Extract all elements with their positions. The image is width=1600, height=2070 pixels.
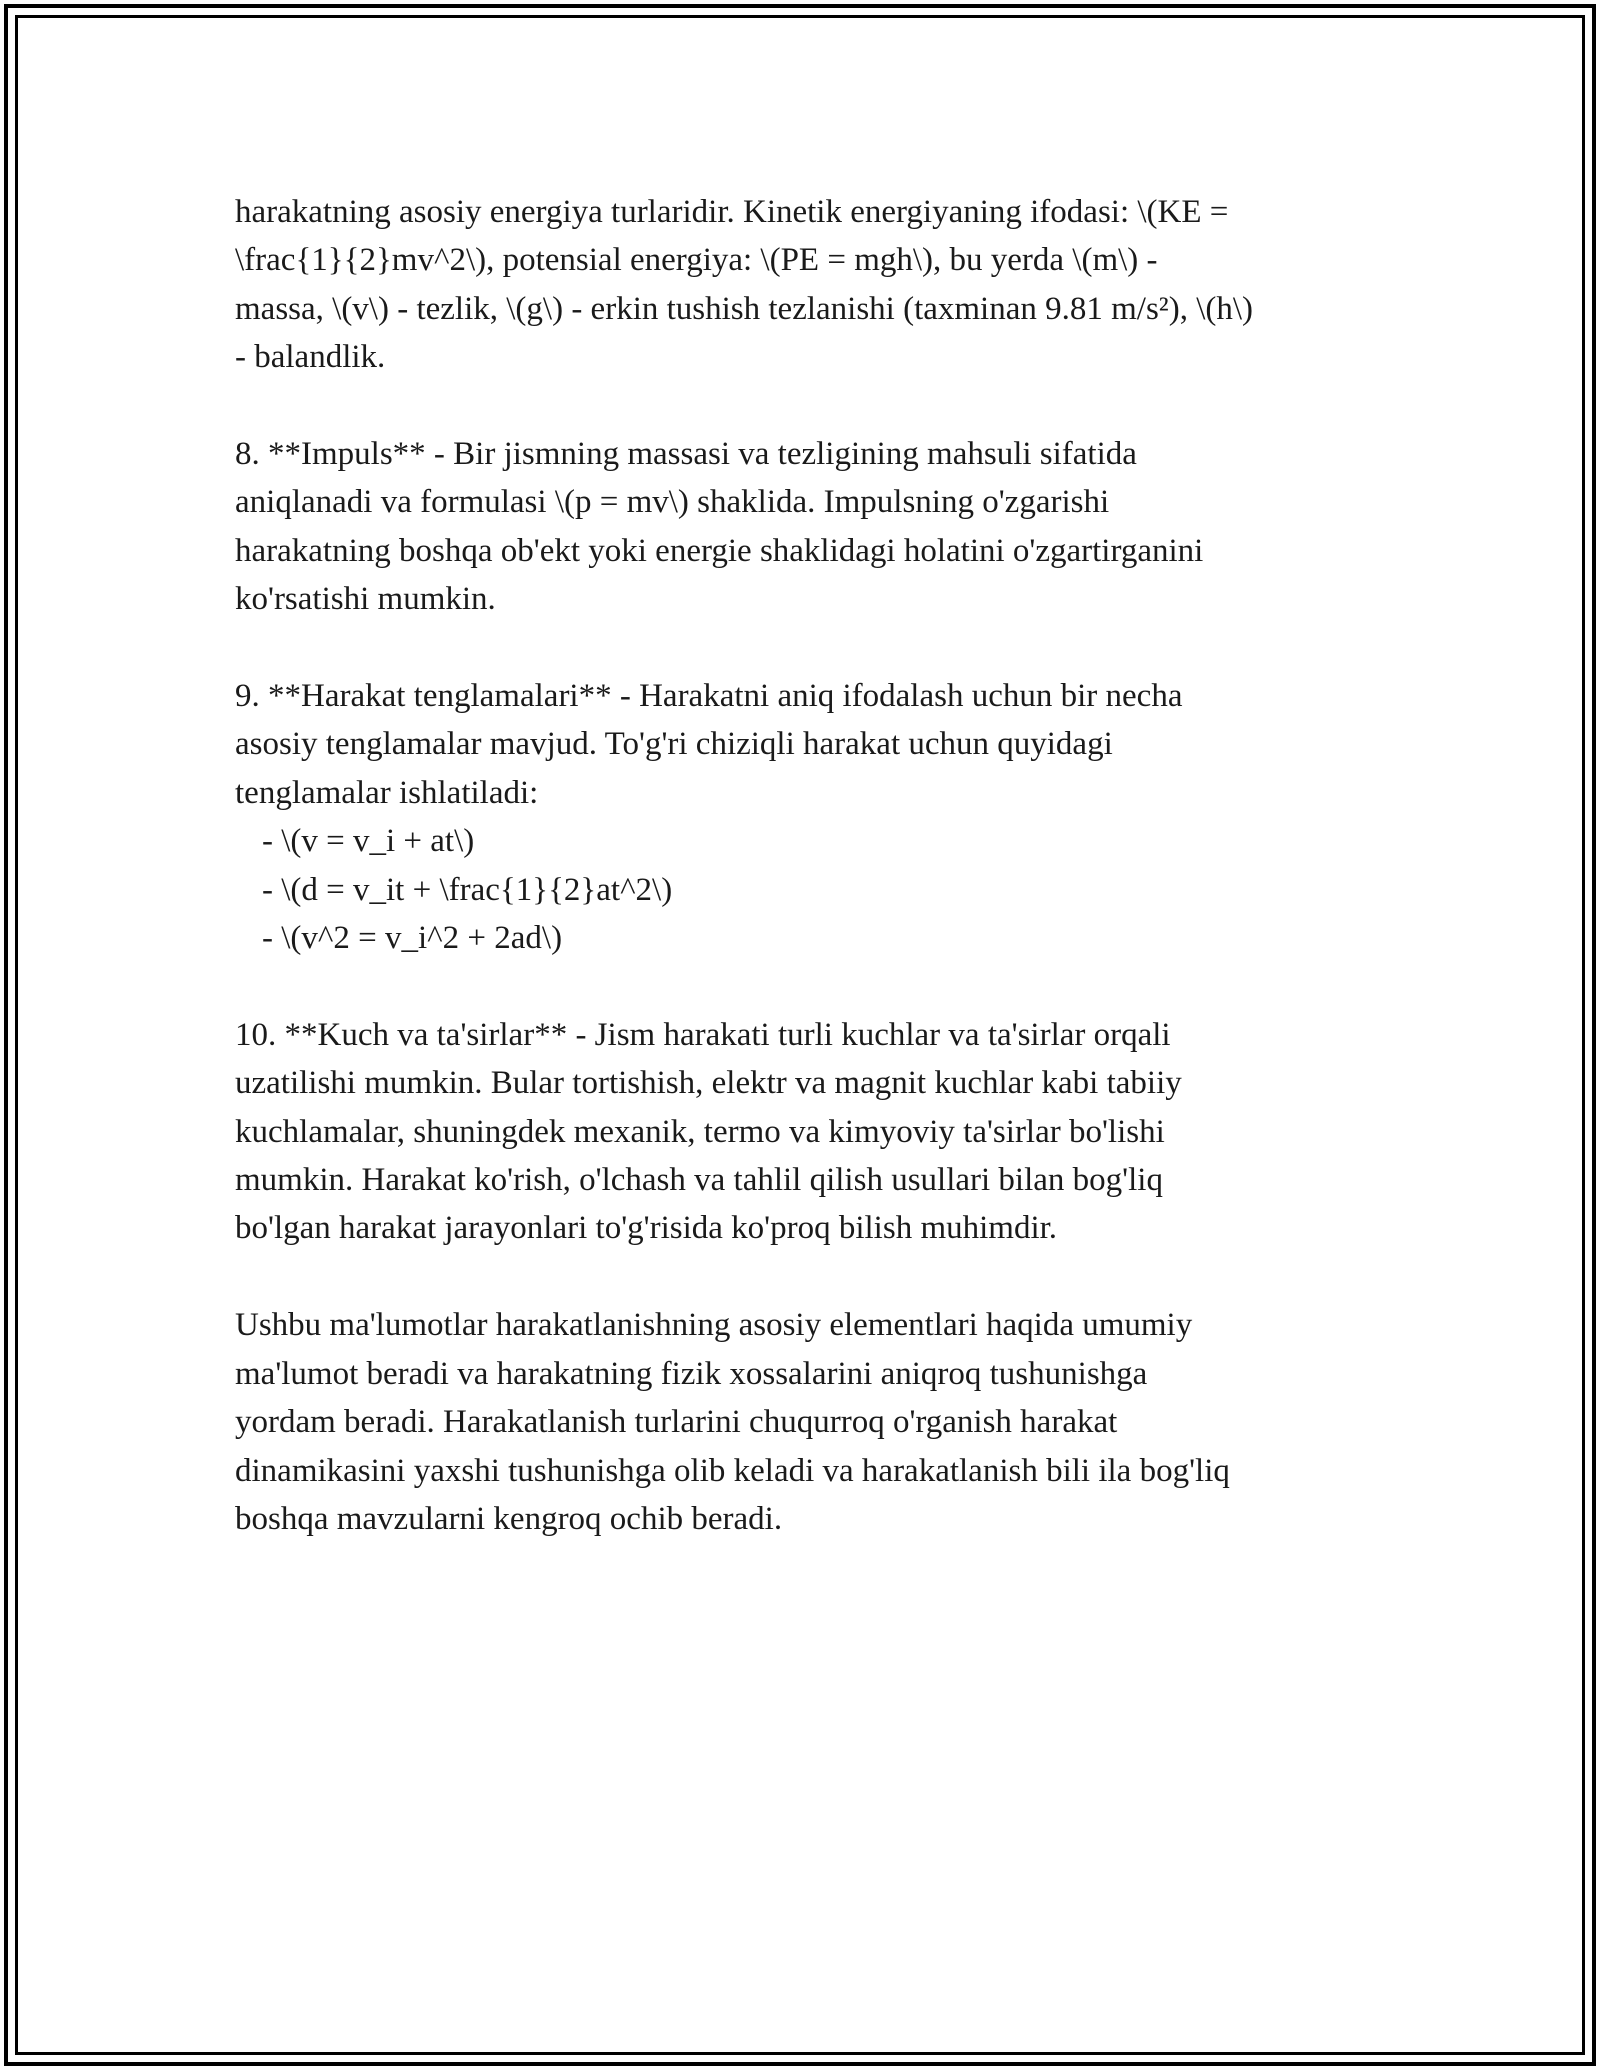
text-line: uzatilishi mumkin. Bular tortishish, elektr va magnit kuchlar kabi tabiiy	[235, 1065, 1182, 1102]
text-line: - balandlik.	[235, 339, 386, 376]
text-line: 10. **Kuch va ta'sirlar** - Jism harakati turli kuchlar va ta'sirlar orqali	[235, 1016, 1171, 1053]
text-line: tenglamalar ishlatiladi:	[235, 774, 539, 811]
text-line: \frac{1}{2}mv^2\), potensial energiya: \(PE = mgh\), bu yerda \(m\) -	[235, 242, 1158, 279]
equation-velocity: - \(v = v_i + at\)	[262, 823, 475, 860]
equation-velocity-squared: - \(v^2 = v_i^2 + 2ad\)	[262, 920, 563, 957]
text-line: boshqa mavzularni kengroq ochib beradi.	[235, 1500, 783, 1537]
text-line: harakatning boshqa ob'ekt yoki energie shaklidagi holatini o'zgartirganini	[235, 532, 1204, 569]
text-line: mumkin. Harakat ko'rish, o'lchash va tahlil qilish usullari bilan bog'liq	[235, 1162, 1163, 1199]
text-line: massa, \(v\) - tezlik, \(g\) - erkin tushish tezlanishi (taxminan 9.81 m/s²), \(h\)	[235, 290, 1254, 327]
text-line: ma'lumot beradi va harakatning fizik xossalarini aniqroq tushunishga	[235, 1355, 1148, 1392]
text-line: yordam beradi. Harakatlanish turlarini chuqurroq o'rganish harakat	[235, 1404, 1118, 1441]
paragraph-conclusion	[235, 1301, 1385, 1543]
text-line: 8. **Impuls** - Bir jismning massasi va tezligining mahsuli sifatida	[235, 436, 1137, 473]
text-line: kuchlamalar, shuningdek mexanik, termo va kimyoviy ta'sirlar bo'lishi	[235, 1113, 1165, 1150]
paragraph-harakat-tenglamalari	[235, 672, 1385, 962]
paragraph-energy-types	[235, 188, 1385, 382]
text-line: asosiy tenglamalar mavjud. To'g'ri chiziqli harakat uchun quyidagi	[235, 726, 1113, 763]
text-line: Ushbu ma'lumotlar harakatlanishning asosiy elementlari haqida umumiy	[235, 1307, 1193, 1344]
text-line: ko'rsatishi mumkin.	[235, 581, 496, 618]
text-line: 9. **Harakat tenglamalari** - Harakatni aniq ifodalash uchun bir necha	[235, 678, 1183, 715]
equation-displacement: - \(d = v_it + \frac{1}{2}at^2\)	[262, 871, 673, 908]
paragraph-kuch-va-tasirlar	[235, 1011, 1385, 1253]
text-line: aniqlanadi va formulasi \(p = mv\) shaklida. Impulsning o'zgarishi	[235, 484, 1110, 521]
document-body	[235, 188, 1385, 1592]
text-line: harakatning asosiy energiya turlaridir. Kinetik energiyaning ifodasi: \(KE =	[235, 194, 1229, 230]
text-line: bo'lgan harakat jarayonlari to'g'risida ko'proq bilish muhimdir.	[235, 1210, 1058, 1247]
paragraph-impuls	[235, 430, 1385, 624]
text-line: dinamikasini yaxshi tushunishga olib keladi va harakatlanish bili ila bog'liq	[235, 1452, 1230, 1489]
